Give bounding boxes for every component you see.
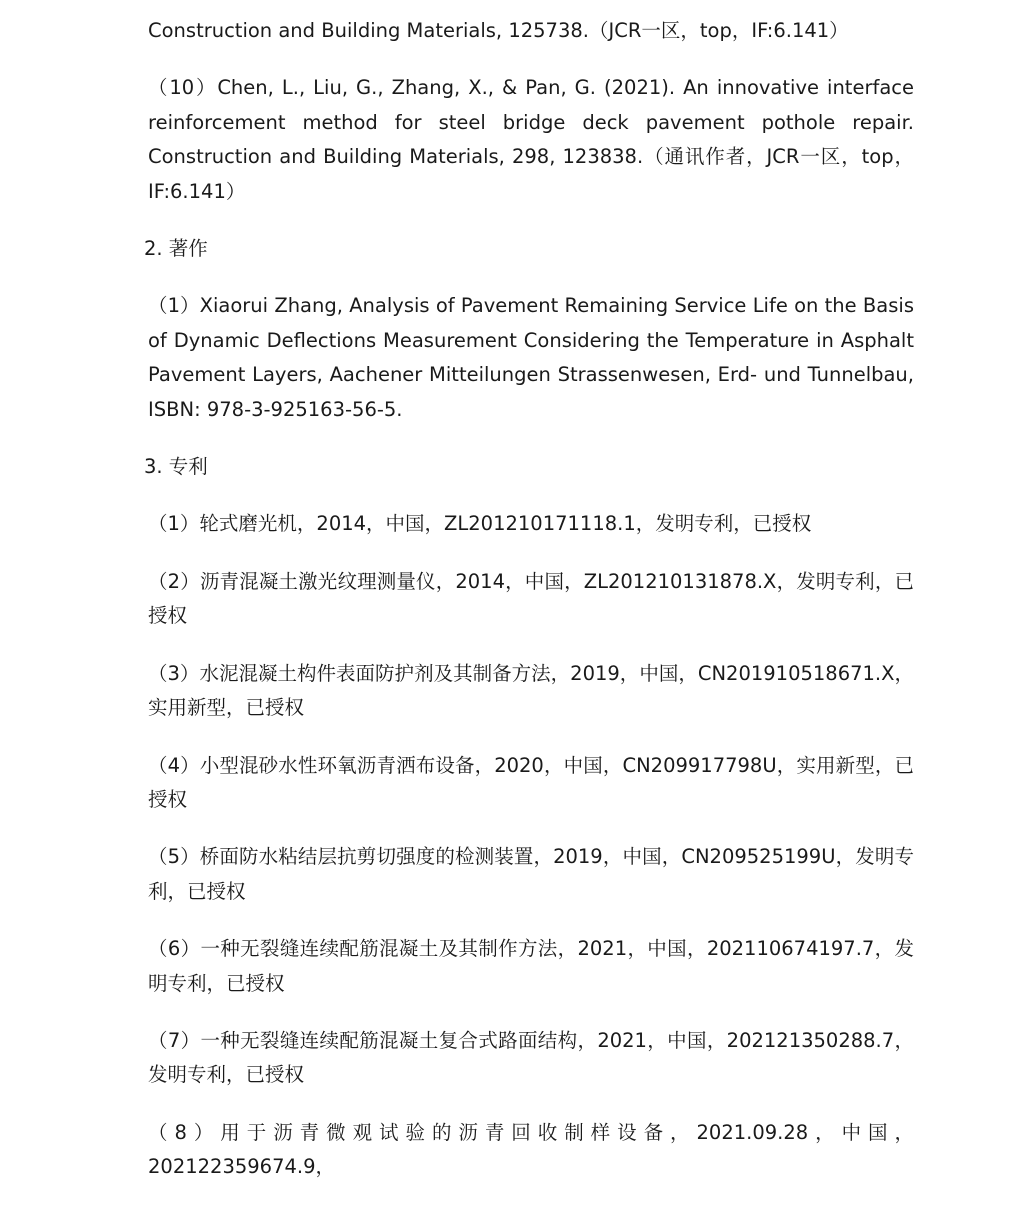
patent-item-4: （4）小型混砂水性环氧沥青洒布设备，2020，中国，CN209917798U，实用新型，已授权 <box>148 753 914 811</box>
paper-item-10: （10）Chen, L., Liu, G., Zhang, X., & Pan, G. (2021). An innovative interface reinforcement method for steel bridge deck pavement pothole repair. Construction and Building Materials, 298, 123838.（通讯作者，JCR一区，top，IF:6.141） <box>148 76 914 203</box>
patent-item-7: （7）一种无裂缝连续配筋混凝土复合式路面结构，2021，中国，202121350288.7，发明专利，已授权 <box>148 1028 914 1087</box>
patent-item-2: （2）沥青混凝土激光纹理测量仪，2014，中国，ZL201210131878.X，发明专利，已授权 <box>148 569 914 628</box>
patent-item-6: （6）一种无裂缝连续配筋混凝土及其制作方法，2021，中国，202110674197.7，发明专利，已授权 <box>148 937 914 995</box>
paper-item-9-tail: Construction and Building Materials, 125738.（JCR一区，top，IF:6.141） <box>148 19 849 42</box>
patent-item-3: （3）水泥混凝土构件表面防护剂及其制备方法，2019，中国，CN201910518671.X，实用新型，已授权 <box>148 661 914 720</box>
book-item-1: （1）Xiaorui Zhang, Analysis of Pavement Remaining Service Life on the Basis of Dynamic Deflections Measurement Considering the Temperature in Asphalt Pavement Layers, Aachener Mitteilungen Strassenwesen, Erd- und Tunnelbau, ISBN: 978-3-925163-56-5. <box>148 294 914 421</box>
patent-item-8: （8）用于沥青微观试验的沥青回收制样设备，2021.09.28，中国，202122359674.9， <box>148 1120 914 1179</box>
section-heading-books: 2. 著作 <box>144 237 208 261</box>
document-page <box>144 14 914 1208</box>
section-heading-patents: 3. 专利 <box>144 455 208 479</box>
patent-item-5: （5）桥面防水粘结层抗剪切强度的检测装置，2019，中国，CN209525199U，发明专利，已授权 <box>148 845 914 903</box>
patent-item-1: （1）轮式磨光机，2014，中国，ZL201210171118.1，发明专利，已授权 <box>148 512 812 536</box>
